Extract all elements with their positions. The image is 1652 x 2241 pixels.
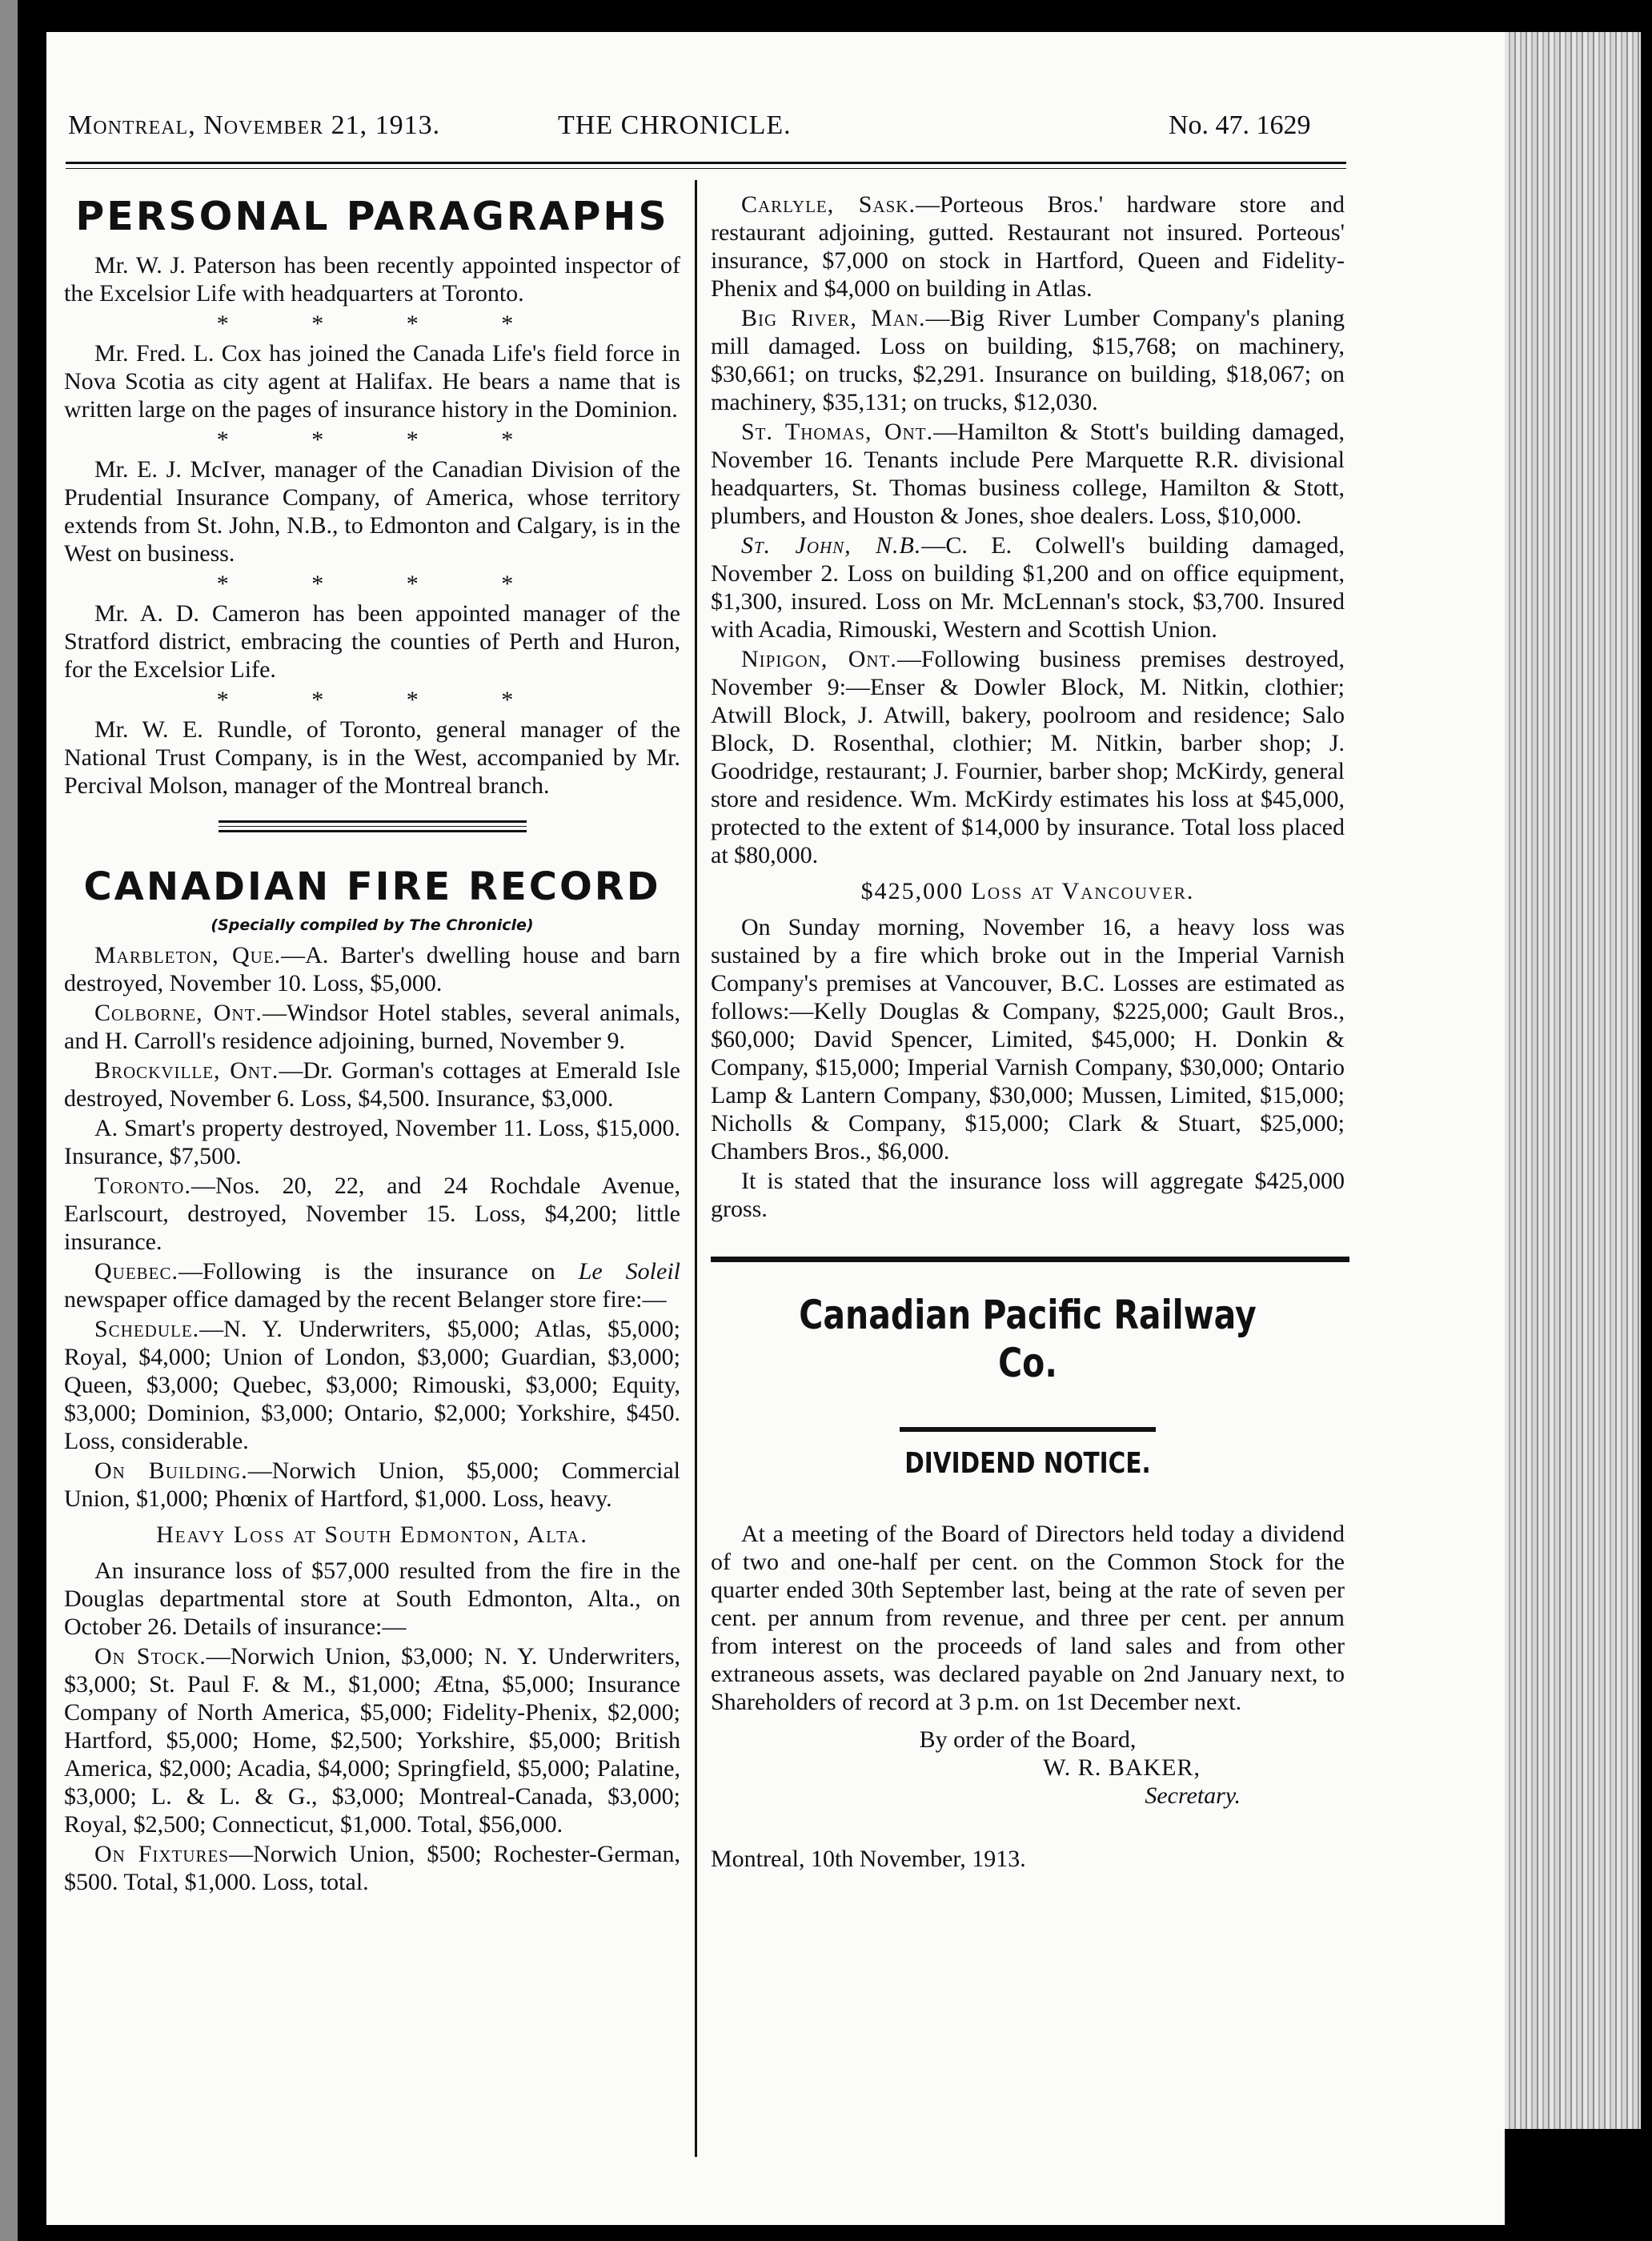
fire-entry-place: Quebec. xyxy=(94,1258,178,1285)
fixtures-list xyxy=(64,1840,680,1896)
header-date: Montreal, November 21, 1913. xyxy=(68,110,441,140)
advertisement-company: Canadian Pacific Railway Co. xyxy=(799,1292,1257,1386)
personal-paragraph: Mr. Fred. L. Cox has joined the Canada Life's field force in Nova Scotia as city agent at Halifax. He bears a name that is written large on the pages of insurance history in the Dominion. xyxy=(64,340,680,423)
fire-entry xyxy=(711,645,1345,869)
page-edges xyxy=(1505,32,1641,2129)
fire-entry-text: —Nos. 20, 22, and 24 Rochdale Avenue, Earlscourt, destroyed, November 15. Loss, $4,200; little insurance. xyxy=(64,1173,680,1255)
personal-paragraph: Mr. W. E. Rundle, of Toronto, general manager of the National Trust Company, is in the West, accompanied by Mr. Percival Molson, manager of the Montreal branch. xyxy=(64,716,680,799)
vancouver-heading: $425,000 Loss at Vancouver. xyxy=(860,878,1195,904)
fire-entry-quebec xyxy=(64,1257,680,1313)
fixtures-label: On Fixtures xyxy=(94,1841,230,1867)
separator-stars: * * * * xyxy=(216,571,552,597)
fire-entry-place: Big River, Man. xyxy=(741,305,926,331)
fixtures-text: —Norwich Union, $500; Rochester-German, $500. Total, $1,000. Loss, total. xyxy=(64,1841,680,1895)
fire-entry-place: Brockville, Ont. xyxy=(94,1057,279,1084)
running-header xyxy=(68,110,1341,150)
fire-entry-place: Toronto. xyxy=(94,1173,191,1199)
notice-date: Montreal, 10th November, 1913. xyxy=(711,1846,1026,1872)
personal-title: PERSONAL PARAGRAPHS xyxy=(75,194,669,239)
personal-paragraph: Mr. A. D. Cameron has been appointed manager of the Stratford district, embracing the counties of Perth and Huron, for the Excelsior Life. xyxy=(64,600,680,683)
fire-entry xyxy=(711,418,1345,530)
signer-title: Secretary. xyxy=(1145,1782,1241,1809)
fire-entry-text: A. Smart's property destroyed, November 11. Loss, $15,000. Insurance, $7,500. xyxy=(64,1115,680,1169)
separator-stars: * * * * xyxy=(216,687,552,713)
fire-entry xyxy=(64,1114,680,1170)
fire-entry xyxy=(711,531,1345,643)
schedule-text: —N. Y. Underwriters, $5,000; Atlas, $5,000; Royal, $4,000; Union of London, $3,000; Guardian, $3,000; Queen, $3,000; Quebec, $3,000; Rimouski, $3,000; Equity, $3,000; Dominion, $3,000; Ontario, $2,000; Yorkshire, $450. Loss, considerable. xyxy=(64,1316,680,1454)
dividend-notice-title: DIVIDEND NOTICE. xyxy=(904,1447,1151,1480)
edmonton-heading: Heavy Loss at South Edmonton, Alta. xyxy=(156,1521,588,1548)
schedule-list xyxy=(64,1315,680,1455)
left-column xyxy=(64,192,680,1898)
section-divider xyxy=(219,820,527,832)
personal-paragraph: Mr. E. J. McIver, manager of the Canadian Division of the Prudential Insurance Company, of America, whose territory extends from St. John, N.B., to Edmonton and Calgary, is in the West on business. xyxy=(64,456,680,567)
stock-text: —Norwich Union, $3,000; N. Y. Underwriters, $3,000; St. Paul F. & M., $1,000; Ætna, $5,000; Insurance Company of North America, $5,000; Fidelity-Phenix, $2,000; Hartford, $5,000; Home, $2,500; Yorkshire, $5,000; British America, $2,000; Acadia, $4,000; Springfield, $5,000; Palatine, $3,000; L. & L. & G., $3,000; Montreal-Canada, $3,000; Royal, $2,500; Connecticut, $1,000. Total, $56,000. xyxy=(64,1643,680,1838)
column-divider xyxy=(695,180,697,2157)
personal-paragraph: Mr. W. J. Paterson has been recently appointed inspector of the Excelsior Life with headquarters at Toronto. xyxy=(64,252,680,307)
fire-entry-place: Nipigon, Ont. xyxy=(741,646,897,672)
schedule-label: Schedule. xyxy=(94,1316,200,1342)
separator-stars: * * * * xyxy=(216,311,552,337)
fire-entry xyxy=(64,1056,680,1112)
header-issue: No. 47. 1629 xyxy=(1169,110,1311,140)
header-rule xyxy=(66,162,1346,164)
fire-entry-text: newspaper office damaged by the recent Belanger store fire:— xyxy=(64,1286,667,1313)
vancouver-paragraph: It is stated that the insurance loss will aggregate $425,000 gross. xyxy=(711,1168,1345,1222)
building-text: —Norwich Union, $5,000; Commercial Union, $1,000; Phœnix of Hartford, $1,000. Loss, heavy. xyxy=(64,1457,680,1512)
fire-entry xyxy=(711,190,1345,303)
fire-entry-place: St. John, N.B. xyxy=(741,532,922,559)
fire-entry-text: —Hamilton & Stott's building damaged, November 16. Tenants include Pere Marquette R.R. divisional headquarters, St. Thomas business college, Hamilton & Stott, plumbers, and Houston & Jones, shoe dealers. Loss, $10,000. xyxy=(711,419,1345,529)
edmonton-intro: An insurance loss of $57,000 resulted from the fire in the Douglas departmental store at South Edmonton, Alta., on October 26. Details of insurance:— xyxy=(64,1557,680,1640)
fire-entry-text: —A. Barter's dwelling house and barn destroyed, November 10. Loss, $5,000. xyxy=(64,942,680,996)
fire-entry-text: —Windsor Hotel stables, several animals, and H. Carroll's residence adjoining, burned, November 9. xyxy=(64,1000,680,1054)
fire-entry-text: —C. E. Colwell's building damaged, November 2. Loss on building $1,200 and on office equipment, $1,300, insured. Loss on Mr. McLennan's stock, $3,700. Insured with Acadia, Rimouski, Western and Scottish Union. xyxy=(711,532,1345,643)
fire-entry xyxy=(711,304,1345,416)
notice-rule xyxy=(900,1427,1156,1432)
fire-entry xyxy=(64,941,680,997)
right-column xyxy=(711,190,1345,1873)
fire-entry-text: —Following business premises destroyed, November 9:—Enser & Dowler Block, M. Nitkin, clothier; Atwill Block, J. Atwill, bakery, poolroom and residence; Salo Block, D. Rosenthal, clothier; M. Nitkin, barber shop; J. Goodridge, restaurant; J. Fournier, barber shop; McKirdy, general store and residence. Wm. McKirdy estimates his loss at $45,000, protected to the extent of $14,000 by insurance. Total loss placed at $80,000. xyxy=(711,646,1345,868)
by-order-line: By order of the Board, xyxy=(919,1726,1137,1753)
advertisement-rule xyxy=(711,1257,1349,1262)
dividend-notice-body: At a meeting of the Board of Directors held today a dividend of two and one-half per cent. on the Common Stock for the quarter ended 30th September last, being at the rate of seven per cent. per annum from revenue, and three per cent. per annum from interest on the proceeds of land sales and from other extraneous assets, was declared payable on 2nd January next, to Shareholders of record at 3 p.m. on 1st December next. xyxy=(711,1521,1345,1715)
separator-stars: * * * * xyxy=(216,427,552,453)
fire-entry-text: —Following is the insurance on xyxy=(178,1258,579,1285)
newspaper-name: Le Soleil xyxy=(578,1258,680,1285)
building-label: On Building. xyxy=(94,1457,248,1484)
building-list xyxy=(64,1457,680,1513)
book-spine-edge xyxy=(0,0,18,2241)
fire-entry-text: —Big River Lumber Company's planing mill damaged. Loss on building, $15,768; on machinery, $30,661; on trucks, $2,291. Insurance on building, $18,067; on machinery, $35,131; on trucks, $12,030. xyxy=(711,305,1345,415)
fire-entry-text: —Porteous Bros.' hardware store and restaurant adjoining, gutted. Restaurant not insured. Porteous' insurance, $7,000 on stock in Hartford, Queen and Fidelity-Phenix and $4,000 on building in Atlas. xyxy=(711,191,1345,302)
fire-record-subtitle: (Specially compiled by The Chronicle) xyxy=(211,916,534,934)
fire-entry xyxy=(64,999,680,1055)
signer-name: W. R. BAKER, xyxy=(1043,1754,1201,1781)
fire-entry-place: St. Thomas, Ont. xyxy=(741,419,934,445)
stock-label: On Stock. xyxy=(94,1643,206,1670)
vancouver-paragraph: On Sunday morning, November 16, a heavy loss was sustained by a fire which broke out in the Imperial Varnish Company's premises at Vancouver, B.C. Losses are estimated as follows:—Kelly Douglas & Company, $225,000; Gault Bros., $60,000; David Spencer, Limited, $45,000; H. Donkin & Company, $15,000; Imperial Varnish Company, $30,000; Ontario Lamp & Lantern Company, $30,000; Mussen, Limited, $15,000; Nicholls & Company, $15,000; Clark & Stuart, $25,000; Chambers Bros., $6,000. xyxy=(711,914,1345,1165)
fire-record-title: CANADIAN FIRE RECORD xyxy=(83,864,661,909)
fire-entry-place: Marbleton, Que. xyxy=(94,942,282,968)
fire-entry xyxy=(64,1172,680,1256)
fire-entry-place: Carlyle, Sask. xyxy=(741,191,916,218)
fire-entry-place: Colborne, Ont. xyxy=(94,1000,263,1026)
stock-list xyxy=(64,1642,680,1838)
header-rule-thin xyxy=(66,168,1346,169)
fire-entry-text: —Dr. Gorman's cottages at Emerald Isle destroyed, November 6. Loss, $4,500. Insurance, $3,000. xyxy=(64,1057,680,1112)
header-title: THE CHRONICLE. xyxy=(558,110,792,140)
